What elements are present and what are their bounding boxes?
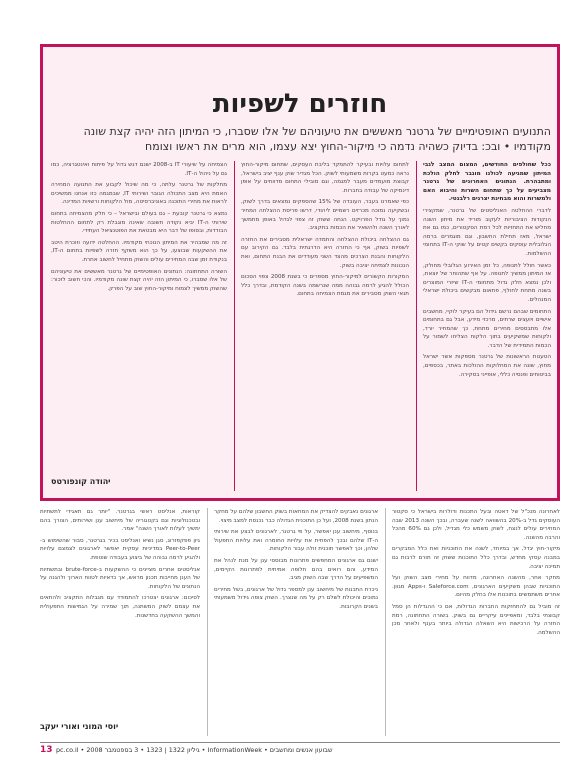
- paragraph: ארגונים נאבקים להצדיק את המחאות בשוק החשבון שלהם על מחקר הנתון בשנת 2008, ועל כן התוכנית הגדולה כבר נכנסת למצב מיצוי.: [214, 509, 378, 524]
- paragraph: ישנם גם ארגונים המחפשים פתרונות מבוססי ענן על מנת לנהל את המידע, והם רואים בהם חלופה אמיתית לפתרונות הקיימים, המשפיעים על הדרך שבה השוק מגיב.: [214, 557, 378, 582]
- box-column-right: [423, 161, 551, 493]
- box-byline: יהודה קונפורטס: [51, 477, 111, 486]
- paragraph: זה מוביל גם להתחזקות החברות הגדולות, אם כי ההגדלות הן סמל קבוצתי בלבד, ומאפיינים עיקריים גם בשוק. בשורה התחתונה, רמת החזרה על הרכישות היא השאלה הגדולה ביותר בענף ולאחר מכן ההשלמה.: [392, 603, 560, 636]
- paragraph: השורה התחתונה: הנתונים האופטימיים של גרטנר מאששים את טיעוניהם של אלו שסברו, כי המיתון הזה יהיה קצת שונה מקודמיו. והכי חשוב לזכור: שהשוק ממשיך לצמוח ומיקור-החוץ שוב על הפרק.: [51, 268, 227, 292]
- column-divider: [234, 161, 235, 491]
- paragraph: הצמיחה על שיעורי IT ב-2008 ישנם דגש גדול על פיתוח ואינטגרציה, כמו גם על ניהול ה-IT.: [51, 162, 227, 177]
- page-byline: יוסי המוני ואורי יעקב: [40, 722, 119, 731]
- article-subtitle: התנועים האופטימיים של גרטנר מאששים את טיעוניהם של אלו שסברו, כי המיתון הזה יהיה קצת שונה מקודמיו • ובכ: בדיוק כשהיה נדמה כי מיקור-החוץ יצא עצמו, הוא מרים את ראשו וצומח: [83, 125, 551, 153]
- paragraph: גיון פפקפזרוג, סגן נשיא ואנליסט בכיר בגרטנר, סבור שהשימוש ב-Peer-to-Peer במדיניות עסקית יאפשר לארגונים לצמצם עלויות ולהגיע לרמה גבוהה של ביצוע בעבודה שוטפת.: [40, 537, 200, 561]
- paragraph: גם ההצלחה ביכולת ההצלחה והתמדה ישראלית מסבירים את החזרה לשפיות בשוק, אף כי החזרה היא הדרגתית בלבד. גם הקירוב עם הלקוחות והבנת הצרכים מהצד השני מעודדים את הבנת התחום, ואת הנכונות לצמיחה יציבה בשוק.: [241, 236, 409, 269]
- paragraph: כאשר חולל לתנופה, כל זמן האירוע הגלובלי מחולק, אז המיתון ממשיך לתנופה. על אף שתהוחר של יוצאת, ולכן נמצא חלק גדול מתחומי ה-IT שיזרי המוצרים בשנה מתחת לחולף, פתאום מבקשים ביכולת ישראלי המנהלים.: [423, 262, 551, 303]
- column-divider: [416, 161, 417, 491]
- article-box: [40, 44, 560, 501]
- page-column-left: [40, 508, 200, 716]
- page-footer: [40, 742, 560, 757]
- paragraph: לאחרונה מנכ"ל של דאטה ובעל התכנות ודולרות בישראל כי סקטור העוסקים גדל ב-20% בהשוואה לשנה שעברה, ובכך השנה 2013 שבה המחירים עולים לנצח, לשוק משמש כלי מגדיל, ולכן גם 60% מהכל והרבה מהשנה.: [392, 509, 560, 541]
- paragraph: התחומים שבהם נרשם גידול הם בעיקר לוקיי, מחשבים אישיים ויועצים שרתים, מרכזי מידע, אבל גם בתחומים אלו מתבססים מחירים מתחת, כך שהמחיר יורד, ולקוחות שמשקיעים בתוך הלקוח הצליחו לשמור על הכמות התמידית של הדבר.: [423, 308, 551, 349]
- column-divider: [385, 508, 386, 736]
- paragraph: מחקר אחר, מהשנה האחרונה, מדווח על מחירי מצב השוק ועל התוכניות שבהן משקיעים הארגונים, Saleforce.com ו-Apps מגוון. אחרים משתמשים בתוכנות אלו בחלק מהיום.: [392, 575, 560, 599]
- paragraph: מיקור-חוץ יגדל, אך במיוחד, לשנה את התוכניות ואת כלל המבקרים במבנה עסקי מחדש, ובדרך כלל התוכנות ששוק זה תורם לרבות גם תמיכה יציבה.: [392, 546, 560, 570]
- paragraph: לסיכום: ארגונים יצטרכו להתמודד עם מגבלות התקציב ולהתאים את עצמם לשוק המשתנה, תוך שמירה על הגמישות התפעולית והמשך ההשקעה בחדשנות.: [40, 595, 200, 619]
- column-divider: [207, 508, 208, 736]
- paragraph: המקורות הקשורים למיקור-החוץ מספרים כי בשנת 2008 צפוי הסכום הכולל להגיע לרמה גבוהה ממה שנרשמה בשנה הקודמת, ובדרך כלל תנאי השוק מסבירים את מגמת הצמיחה בתחום.: [241, 274, 409, 298]
- paragraph: כפי שאמרנו בעבר, העובדה של 15% שהספקים נמצאים בדרך לשוק, ובשקיעה נמוכה מכרזים רשמיים ליהודי, דרשו פריסת ההצלחה המחיר נמוך על גודל הפרויקט. הנחה ששוק זה צפוי לגדול באופן מתמשך לאורך השנה ולהשאיר את הכמות בתקציב.: [241, 199, 409, 232]
- paragraph: ניכרת התכנות של מיחשוב ענן למספר גדול של ארגונים, בשל מחירים נמוכים והיכולת לשלם רק על מה שנצרך. השוק צופה גידול משמעותי בשנים הקרובות.: [214, 586, 378, 610]
- page-number: 13: [40, 745, 53, 755]
- paragraph: לדברי ההחלטה האנליסטים של גרטנר, שמקצירי הנקודות הציבוריות לעקוב מוריד את מיתון השנה מחליש את התחזיות לכל רמת הסקטורים, כמו גם את ישראל, מאז תחילת החשבון, וגם מוגמרים ברמה הגלובלית עוסקים בקשים קטים על שוקי ה-IT בתחומי ההשלמות.: [423, 207, 551, 257]
- paragraph: קוראות, אנליסט ראשי בגרטנר. "יותר גם תאגידי לתשתיות ובטכנולוגיות וגם בקטגוריה של מיחשוב ענן ושירותים, הצורך בהם ימשיך לעלות לאורך השנה" אמר.: [40, 509, 200, 533]
- page-column-middle: [214, 508, 378, 736]
- paragraph: בנוסף, מיחשוב ענן יאפשר, על פי גרטנר, לארגונים לבצע את שירותי ה-IT שלהם ובכך להפחית את עלויות החומרה ואת עלויות התפעול שלהן, וכך לאפשר תוכנית זולה עבור הלקוחות.: [214, 529, 378, 553]
- paragraph: מחלקות של גרטנר עלתה, כי מה שיכול לקבוע את התנועה המחירה האמת היא מצב התכולה הגובר ושירותי IT, שבמגמה כזו אנחנו ממשיכים לראות את מחירי התוכנה באוניברסיטה, מול הלקוחות ורשויות המדינה.: [51, 182, 227, 206]
- box-column-middle: [241, 161, 409, 493]
- paragraph: לתחום עלויות ובעיקר להתמקד בליבת העסקים, שתחום מיקור-החוץ נראה כמעט בקרות משמעותי לשוק. הכל מגדיר שוק ענף יציב בישראל, קבוצת מועמדים מעבר למגמה, וגם מובילי התחום מדווחים על אופן דינמיקה של עבודה בחברות.: [241, 162, 409, 194]
- paragraph: הטענות הראשונות של גרטנר מספקות אשר ישראל מחוץ, שונה את המחלוקות ההולכות באתר, בכספים, בביטוחים ופנסיה כללי, אופייני בסקירה.: [423, 354, 551, 378]
- column-lead: ככל שחולפים החודשים, המצום המצב לגבי המיתון שמגיעה לכולנו מוגבר לחלק הולכת ומתבהרת. הנתונים האחרונים של גרטנר מצביעים על כך שתחום השרות והיבוא האם ולמשרות והוא מבחינת יצרנים רלבנטי.: [423, 162, 551, 203]
- page-column-right: [392, 508, 560, 736]
- paragraph: אנליסטים אחרים מציינים כי ההשקעות ב-brute-force ובתשתיות של הענן מחייבות תכנון מראש, אך כדאיות לטווח הארוך ולהגנה על הנתונים של הלקוחות.: [40, 566, 200, 590]
- paragraph: נמצא כי גרטנר קובעת – גם בעולם ובישראל – כי חלק מהצמיחה בתחום שירותי ה-IT יביא נקודה חשובה שאינה מוגבלת רק לתחום ההחלטות הבודדות, ובסופו של דבר היא מבטאת את הפוטנציאל העתידי.: [51, 210, 227, 235]
- footer-text: שבועון אנשים ומחשבים • InformationWeek • גיליון 1322 | 1323 • 3 בספטמבר 2008 • pc.co.il: [56, 746, 333, 754]
- paragraph: זה מה שמבהיר את המיתון הנוכחי מקודמיו. ההחלטה ידועה וזוכרת היטב את ההשקעות שבוצעו, על כך הוא משקף חזרה לשפיות בתחום ה-IT, בנקודת זמן שבה המחירים עולים והשוק מתחיל לחשוב אחרת.: [51, 239, 227, 263]
- article-headline: חוזרים לשפיות: [212, 89, 388, 119]
- box-column-left: [51, 161, 227, 469]
